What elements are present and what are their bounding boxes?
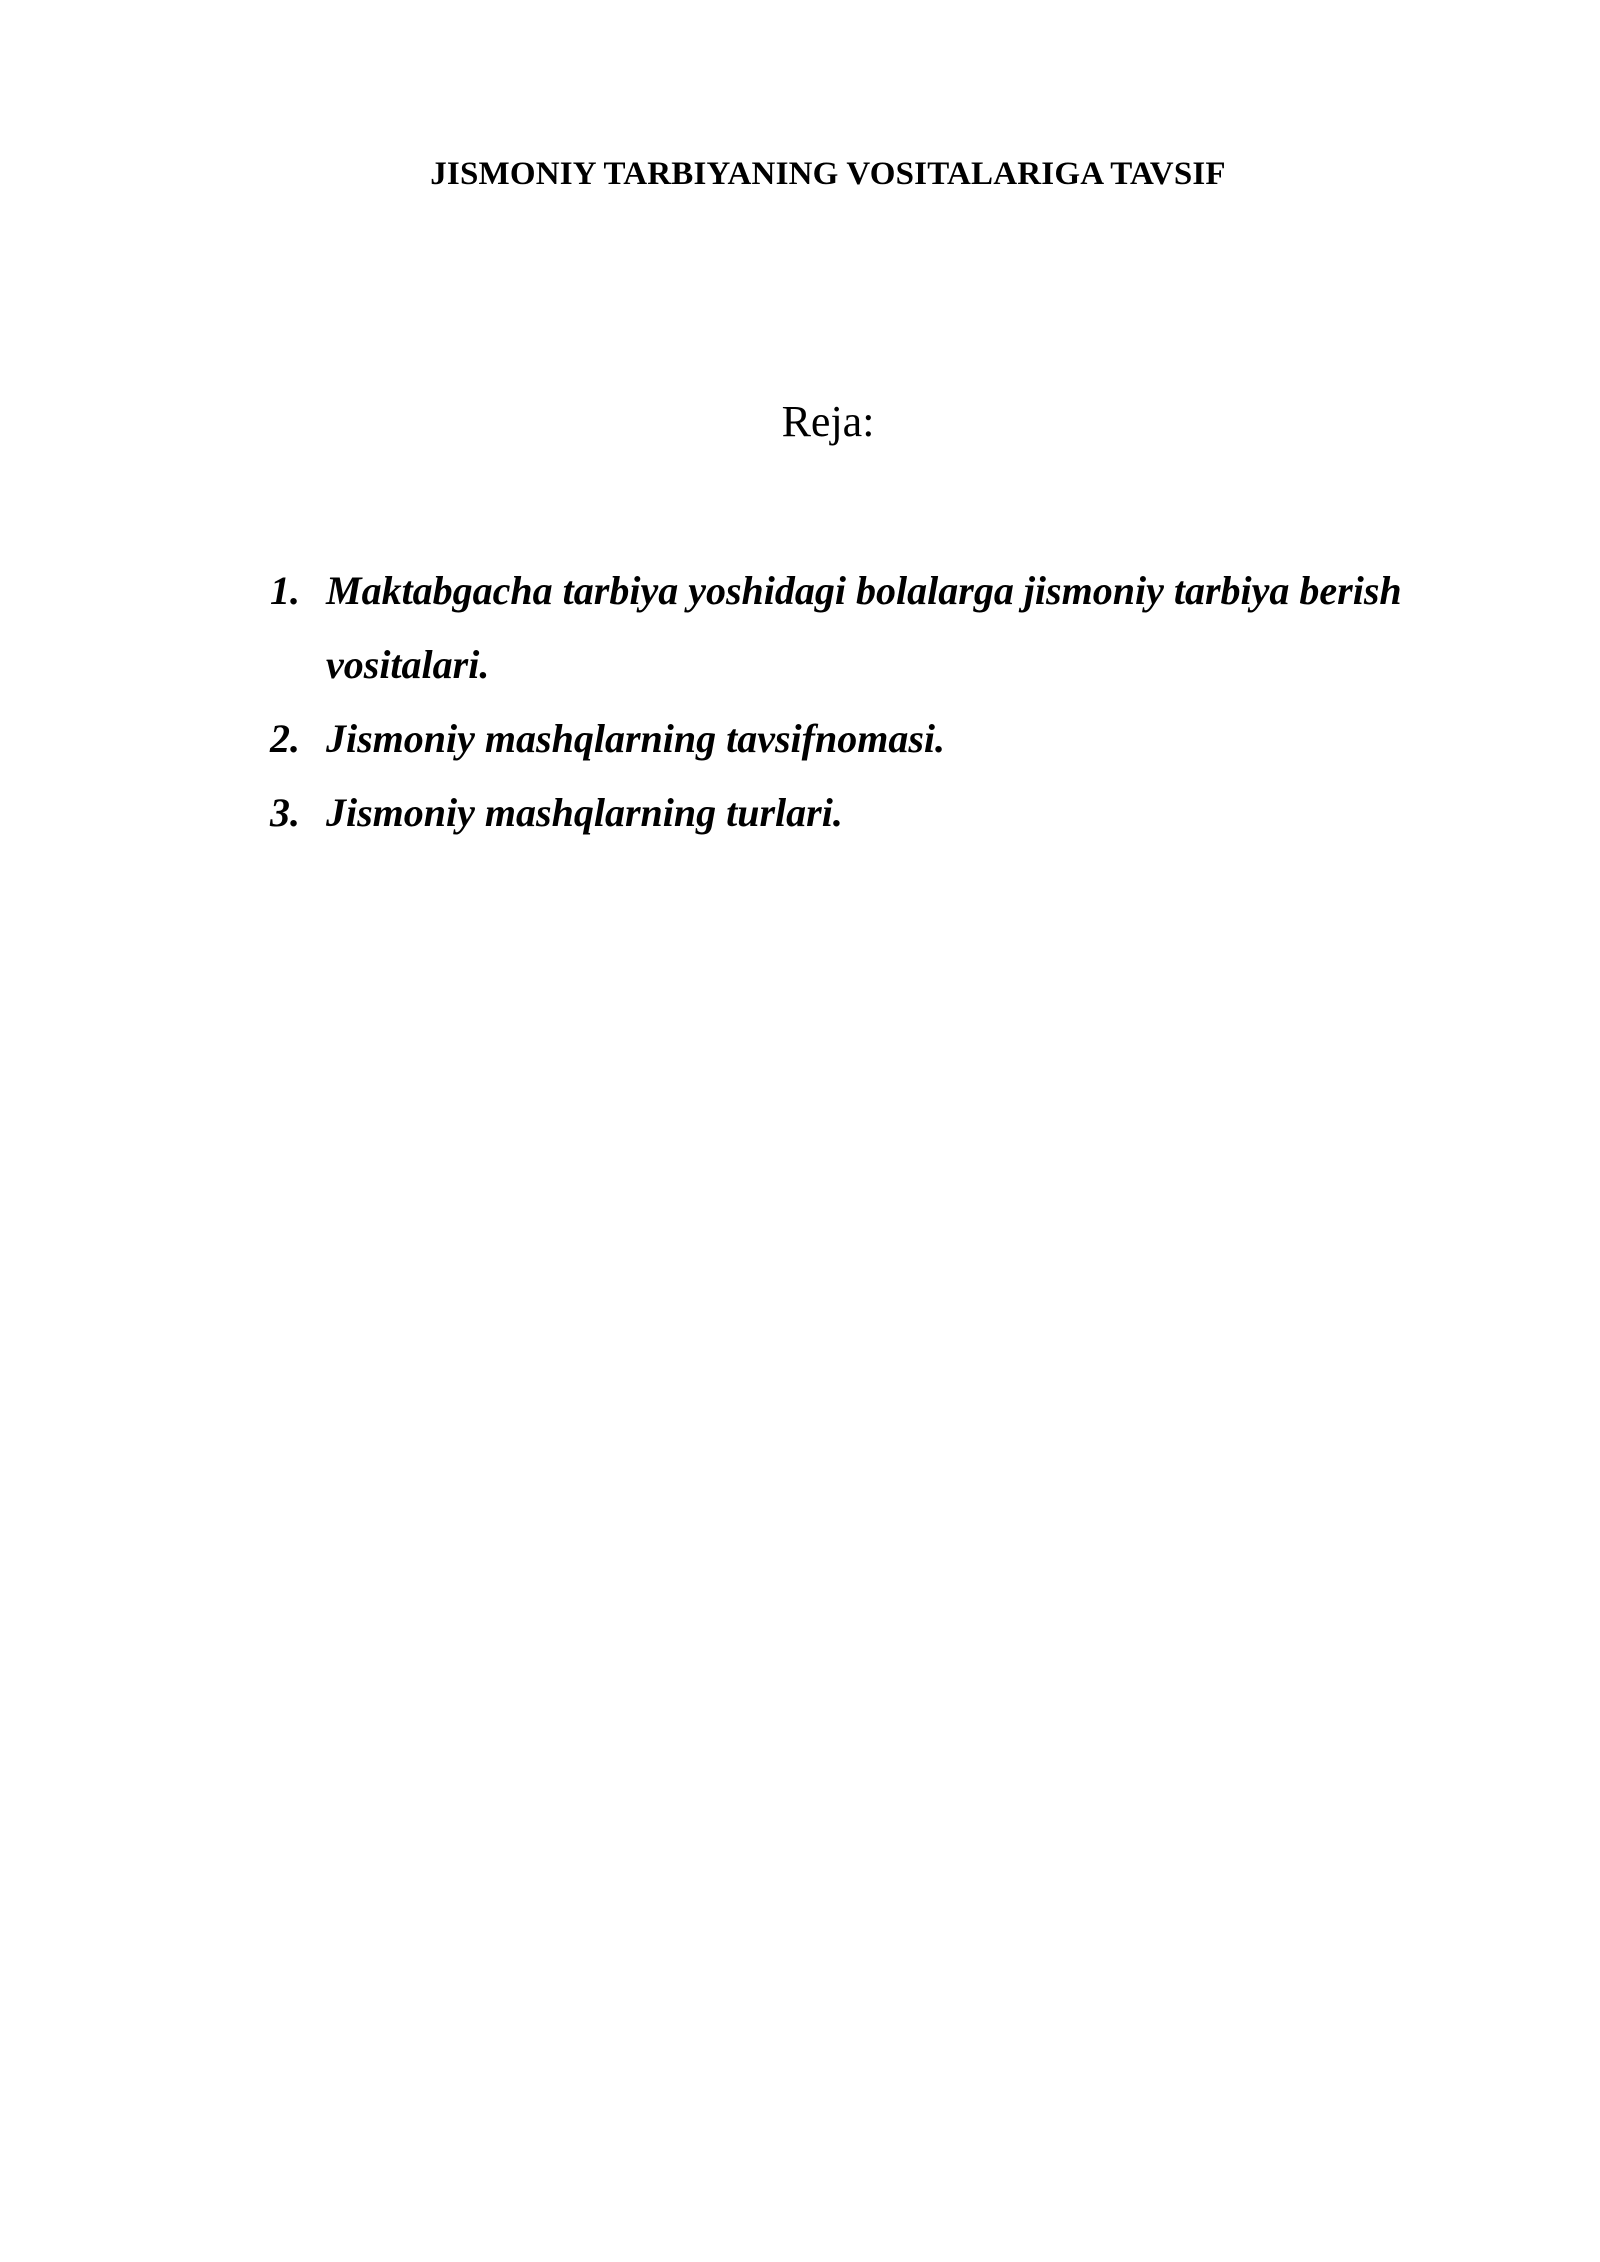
plan-list-item: [270, 776, 1510, 850]
plan-item-text: Maktabgacha tarbiya yoshidagi bolalarga jismoniy tarbiya berish vositalari.: [326, 568, 1402, 687]
document-title: JISMONIY TARBIYANING VOSITALARIGA TAVSIF: [430, 156, 1226, 192]
plan-item-number: 3.: [270, 790, 300, 835]
plan-list-item: [270, 702, 1510, 776]
plan-item-text: Jismoniy mashqlarning tavsifnomasi.: [326, 716, 946, 761]
plan-item-number: 2.: [270, 716, 300, 761]
plan-item-number: 1.: [270, 568, 300, 613]
plan-item-text: Jismoniy mashqlarning turlari.: [326, 790, 843, 835]
plan-list: [270, 554, 1510, 850]
plan-list-item: [270, 554, 1510, 702]
plan-heading: Reja:: [781, 397, 875, 446]
